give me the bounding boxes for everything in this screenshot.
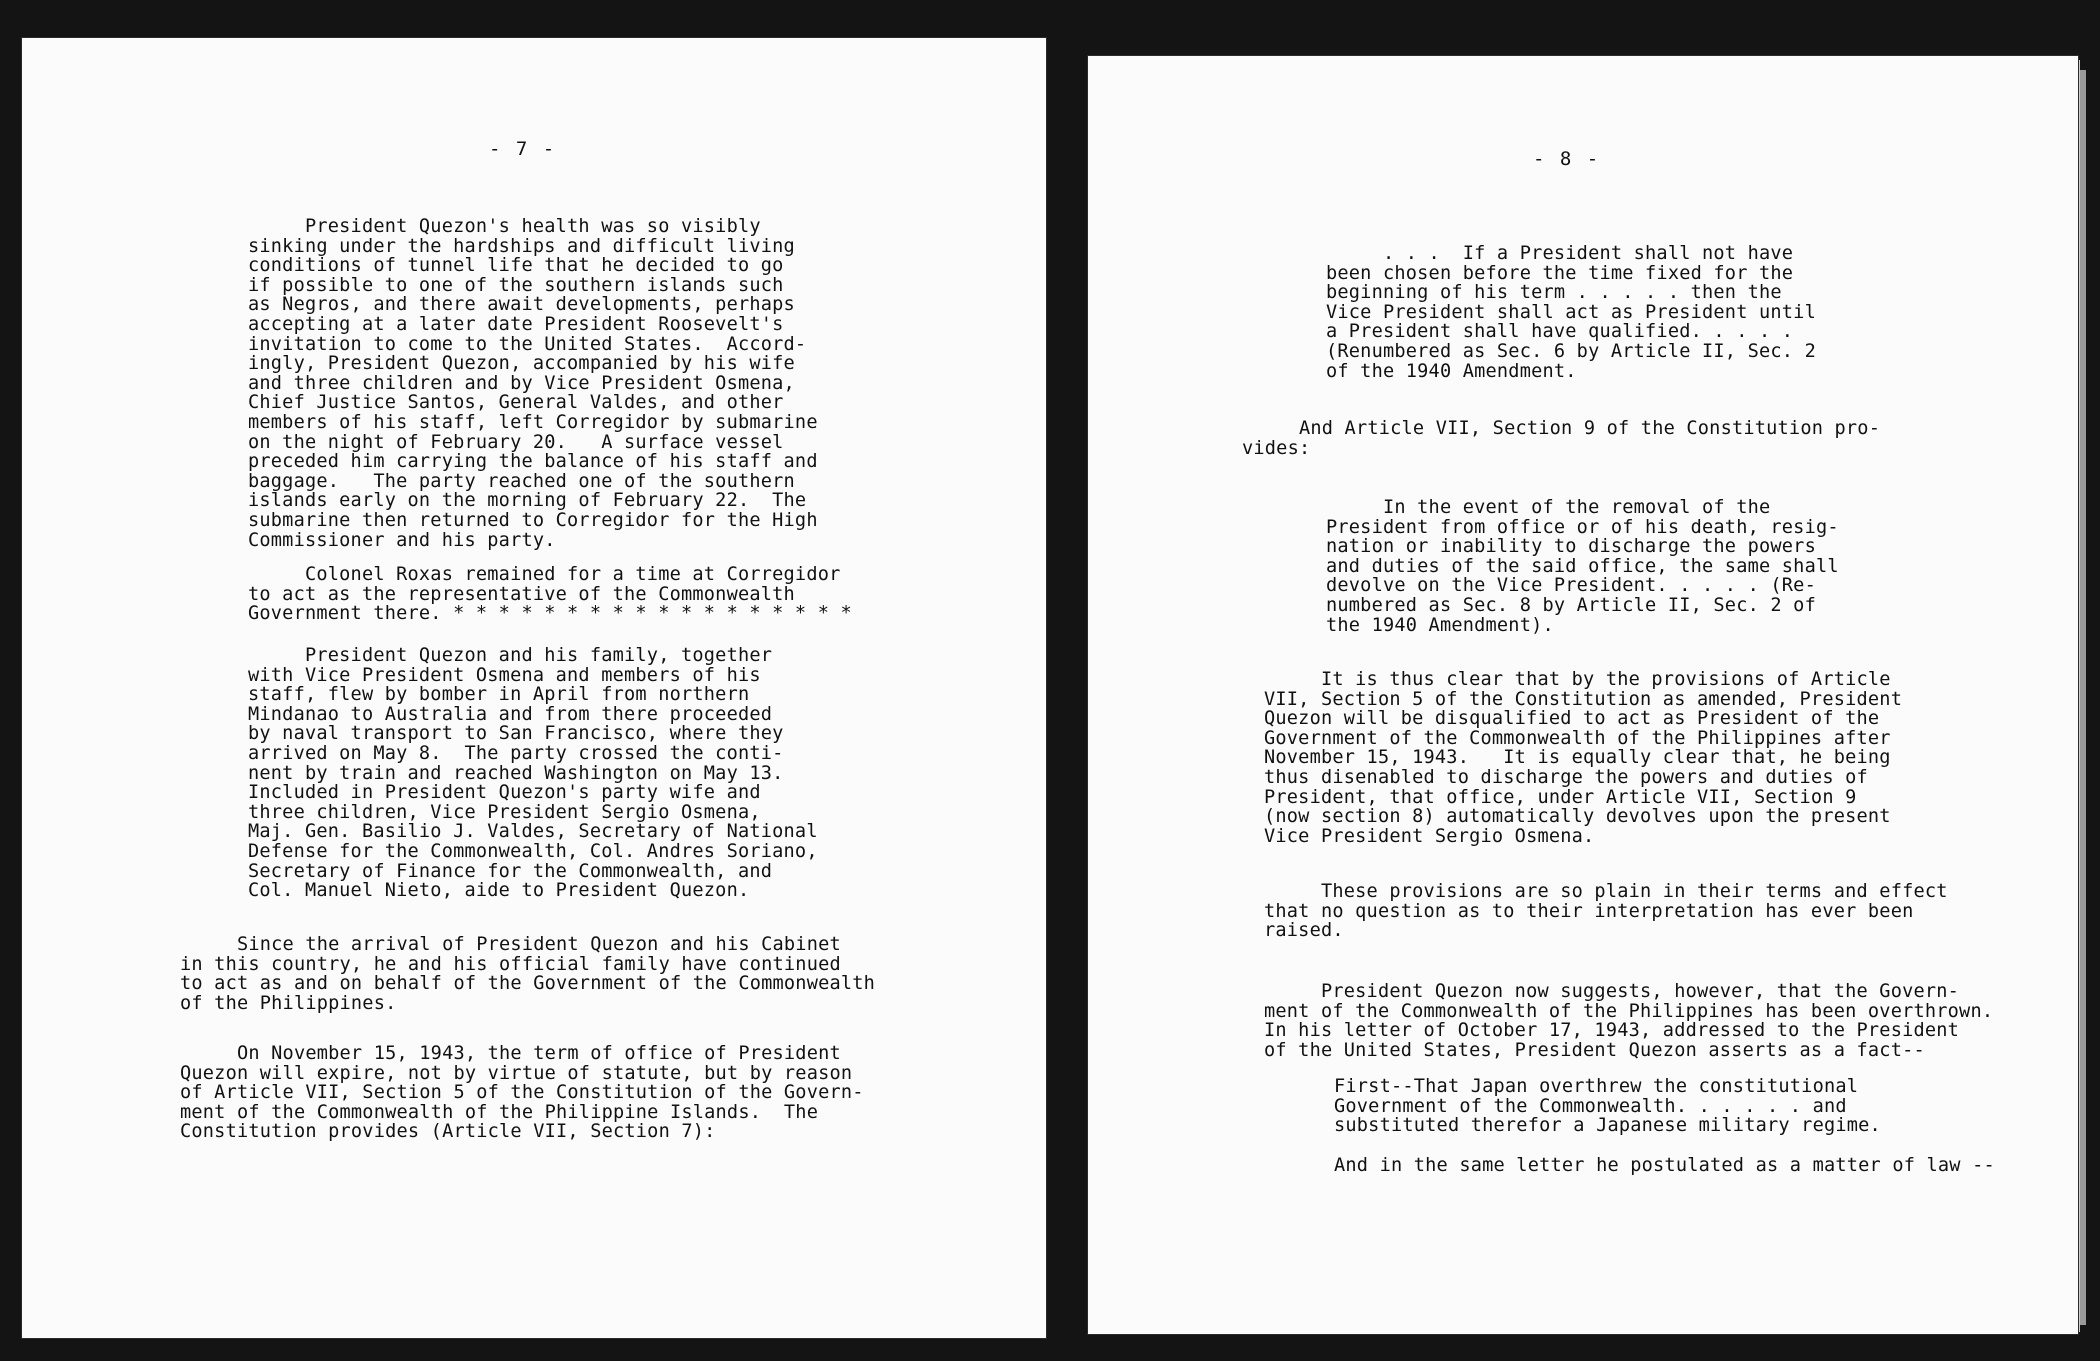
text-line: on the night of February 20. A surface vessel	[248, 431, 784, 453]
text-line: VII, Section 5 of the Constitution as amended, President	[1264, 688, 1903, 710]
text-line: beginning of his term . . . . . then the	[1326, 282, 1782, 304]
text-line: members of his staff, left Corregidor by submarine	[248, 411, 818, 433]
text-line: to act as the representative of the Commonwealth	[248, 583, 795, 605]
text-line: Defense for the Commonwealth, Col. Andres Soriano,	[248, 840, 818, 862]
paragraph	[180, 935, 875, 1013]
text-line: accepting at a later date President Roosevelt's	[248, 313, 784, 335]
text-line: thus disenabled to discharge the powers and duties of	[1264, 766, 1868, 788]
text-line: (Renumbered as Sec. 6 by Article II, Sec. 2	[1326, 340, 1816, 362]
text-line: in this country, he and his official family have continued	[180, 953, 841, 975]
text-line: Colonel Roxas remained for a time at Corregidor	[248, 564, 841, 585]
quotation	[1326, 244, 1816, 381]
text-line: ment of the Commonwealth of the Philippine Islands. The	[180, 1101, 819, 1123]
text-line: of the Philippines.	[180, 992, 397, 1014]
text-line: Maj. Gen. Basilio J. Valdes, Secretary of National	[248, 821, 818, 843]
text-line: ingly, President Quezon, accompanied by his wife	[248, 353, 795, 375]
paragraph	[248, 217, 818, 550]
text-line: of the 1940 Amendment.	[1326, 360, 1577, 382]
text-line: November 15, 1943. It is equally clear that, he being	[1264, 747, 1891, 769]
text-line: numbered as Sec. 8 by Article II, Sec. 2 of	[1326, 594, 1816, 616]
text-line: conditions of tunnel life that he decided to go	[248, 255, 784, 277]
text-line: On November 15, 1943, the term of office of President	[180, 1043, 841, 1064]
text-line: Quezon will be disqualified to act as President of the	[1264, 708, 1880, 730]
text-line: three children, Vice President Sergio Osmena,	[248, 801, 761, 823]
text-line: submarine then returned to Corregidor for the High	[248, 509, 818, 531]
text-line: Since the arrival of President Quezon and his Cabinet	[180, 934, 841, 955]
text-line: (now section 8) automatically devolves upon the present	[1264, 806, 1891, 828]
text-line: of the United States, President Quezon asserts as a fact--	[1264, 1039, 1925, 1061]
text-line: the 1940 Amendment).	[1326, 614, 1554, 636]
text-line: . . . If a President shall not have	[1326, 243, 1794, 264]
text-line: raised.	[1264, 920, 1344, 942]
text-line: Commissioner and his party.	[248, 529, 556, 551]
text-line: It is thus clear that by the provisions of Article	[1264, 669, 1891, 690]
text-line: of Article VII, Section 5 of the Constitution of the Govern-	[180, 1082, 864, 1104]
paragraph	[180, 1044, 864, 1142]
text-line: And in the same letter he postulated as a matter of law --	[1334, 1155, 1995, 1176]
text-line: President Quezon and his family, together	[248, 645, 773, 666]
text-line: devolve on the Vice President. . . . . (Re-	[1326, 575, 1816, 597]
quotation	[1334, 1077, 1881, 1136]
quotation	[1326, 498, 1839, 635]
text-line: been chosen before the time fixed for the	[1326, 262, 1794, 284]
page-number: - 8 -	[1533, 148, 1601, 170]
text-line: substituted therefor a Japanese military regime.	[1334, 1115, 1881, 1137]
text-line: and three children and by Vice President Osmena,	[248, 372, 795, 394]
text-line: Col. Manuel Nieto, aide to President Quezon.	[248, 880, 750, 902]
page-number: - 7 -	[489, 138, 557, 160]
text-line: Mindanao to Australia and from there proceeded	[248, 703, 773, 725]
paragraph	[1264, 670, 1902, 846]
page-left	[22, 38, 1046, 1338]
text-line: invitation to come to the United States. Accord-	[248, 333, 807, 355]
paragraph	[248, 646, 818, 901]
text-line: ment of the Commonwealth of the Philippines has been overthrown.	[1264, 1000, 1994, 1022]
page-right	[1088, 56, 2078, 1334]
text-line: baggage. The party reached one of the southern	[248, 470, 795, 492]
text-line: with Vice President Osmena and members of his	[248, 664, 761, 686]
text-line: President, that office, under Article VII, Section 9	[1264, 786, 1857, 808]
paper-stack-edge	[2080, 70, 2086, 1325]
text-line: In the event of the removal of the	[1326, 497, 1771, 518]
paragraph	[1242, 419, 1880, 458]
text-line: to act as and on behalf of the Government of the Commonwealth	[180, 973, 876, 995]
text-line: Chief Justice Santos, General Valdes, and other	[248, 392, 784, 414]
text-line: nation or inability to discharge the powers	[1326, 536, 1816, 558]
text-line: Constitution provides (Article VII, Section 7):	[180, 1121, 716, 1143]
text-line: Vice President shall act as President until	[1326, 301, 1816, 323]
text-line: staff, flew by bomber in April from northern	[248, 684, 750, 706]
text-line: Included in President Quezon's party wife and	[248, 782, 761, 804]
text-line: First--That Japan overthrew the constitutional	[1334, 1076, 1859, 1097]
text-line: preceded him carrying the balance of his staff and	[248, 451, 818, 473]
paragraph	[1264, 982, 1993, 1060]
text-line: vides:	[1242, 437, 1311, 459]
text-line: by naval transport to San Francisco, where they	[248, 723, 784, 745]
text-line: Government of the Commonwealth of the Philippines after	[1264, 727, 1891, 749]
text-line: Government of the Commonwealth. . . . . . and	[1334, 1095, 1847, 1117]
text-line: that no question as to their interpretation has ever been	[1264, 900, 1914, 922]
paragraph	[248, 565, 852, 624]
text-line: In his letter of October 17, 1943, addressed to the President	[1264, 1020, 1960, 1042]
text-line: as Negros, and there await developments, perhaps	[248, 294, 795, 316]
text-line: President Quezon now suggests, however, that the Govern-	[1264, 981, 1960, 1002]
text-line: arrived on May 8. The party crossed the conti-	[248, 742, 784, 764]
text-line: And Article VII, Section 9 of the Constitution pro-	[1242, 418, 1881, 439]
text-line: Quezon will expire, not by virtue of statute, but by reason	[180, 1062, 853, 1084]
text-line: sinking under the hardships and difficult living	[248, 235, 795, 257]
text-line: President Quezon's health was so visibly	[248, 216, 761, 237]
text-line: a President shall have qualified. . . . .	[1326, 321, 1794, 343]
text-line: Government there. * * * * * * * * * * * * * * * * * *	[248, 603, 852, 625]
paragraph	[1334, 1156, 1995, 1176]
text-line: nent by train and reached Washington on May 13.	[248, 762, 784, 784]
text-line: if possible to one of the southern islands such	[248, 274, 784, 296]
text-line: These provisions are so plain in their terms and effect	[1264, 881, 1948, 902]
paragraph	[1264, 882, 1948, 941]
text-line: islands early on the morning of February 22. The	[248, 490, 807, 512]
text-line: Secretary of Finance for the Commonwealth, and	[248, 860, 773, 882]
text-line: President from office or of his death, resig-	[1326, 516, 1839, 538]
text-line: Vice President Sergio Osmena.	[1264, 825, 1595, 847]
text-line: and duties of the said office, the same shall	[1326, 555, 1839, 577]
